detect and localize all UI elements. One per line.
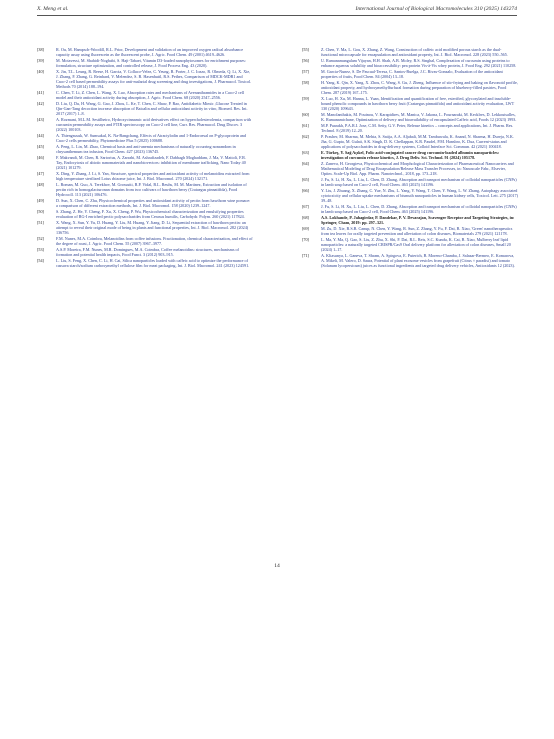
reference-number: [71] <box>302 253 309 259</box>
reference-text[interactable]: A. Kliasunya, L. Ganeva, T. Shram, A. Spirgova, E. Puterich, B. Moreno-Chamba, J. Salazar-Bermeo, E. Komarova, A. Mikeli, M. Valero, D. Saura, Potential of plant exosome vesicles from grapefruit (Citrus × paradisi) and tomato (Solanum lycopersicum) juices as functional ingredients and targeted drug delivery vehicles, Antioxidants 12 (2023). <box>321 253 515 269</box>
reference-number: [60] <box>302 112 309 118</box>
header-rule <box>37 15 517 16</box>
reference-entry <box>37 144 253 154</box>
reference-text[interactable]: F.M. Nunes, M.A. Coimbra, Melanoidins from coffee infusions. Fractionation, chemical characterization, and effect of the degree of roast, J. Agric. Food Chem. 55 (2007) 3967–3977. <box>56 236 253 247</box>
reference-number: [39] <box>37 57 44 63</box>
reference-number: [47] <box>37 171 44 177</box>
reference-number: [45] <box>37 144 44 150</box>
reference-entry <box>302 204 518 214</box>
reference-entry <box>302 188 518 203</box>
reference-entry <box>302 80 518 95</box>
reference-entry <box>37 101 253 116</box>
reference-entry <box>37 117 253 132</box>
reference-entry <box>37 171 253 181</box>
reference-entry <box>302 177 518 187</box>
reference-text[interactable]: J. Fu, S. Li, H. Xu, L. Liu, L. Chen, D. Zhang, Absorption and transport mechanism of colloidal nanoparticles (CNPs) in lamb soup based on Caco-2 cell, Food Chem. 463 (2025) 141196. <box>321 204 517 215</box>
reference-entry <box>302 47 518 57</box>
reference-number: [40] <box>37 68 44 74</box>
reference-number: [59] <box>302 95 309 101</box>
reference-entry <box>37 220 253 235</box>
reference-number: [58] <box>302 79 309 85</box>
reference-text[interactable]: C. Chen, T. Li, Z. Chen, L. Wang, X. Luo, Absorption rates and mechanisms of Avenanthramides in a Caco-2 cell model and their antioxidant activity during absorption, J. Agric. Food Chem. 68 (2020) 2547–2556. <box>56 90 245 101</box>
reference-entry <box>37 90 253 100</box>
reference-text[interactable]: P. Prasher, M. Sharma, M. Mehta, S. Satija, A.A. Aljabali, M.M. Tambuwala, K. Anand, N. Sharma, H. Dureja, N.K. Jha, G. Gupta, M. Gulati, S.K. Singh, D. K. Chellappan, K.R. Paudel, P.M. Hansbro, K. Dua, Current-status and applications of polysaccharides in drug-delivery systems, Colloid Interface Sci. Commun. 42 (2021) 100418. <box>321 133 514 150</box>
reference-number: [69] <box>302 226 309 232</box>
reference-number: [46] <box>37 155 44 161</box>
references-right-column <box>302 47 518 269</box>
reference-number: [49] <box>37 198 44 204</box>
reference-number: [68] <box>302 215 309 221</box>
reference-text[interactable]: L. Liu, S. Feng, X. Chen, C. Li, H. Cai, Silica nanoparticles loaded with caffeic acid to optimize the performance of cassava starch/sodium carboxymethyl cellulose film for meat packaging, Int. J. Biol. Macromol. 241 (2023) 124591. <box>56 258 250 269</box>
reference-entry <box>37 236 253 246</box>
reference-text[interactable]: Y. Liu, J. Zhuang, X. Zhang, C. Yue, N. Zhu, L. Yang, Y. Wang, T. Chen, Y. Wang, L. W. Zhang, Autophagy associated cytotoxicity and cellular uptake mechanisms of bismuth nanoparticles in human kidney cells, Toxicol. Lett. 275 (2017) 39–48. <box>321 188 518 204</box>
reference-text[interactable]: A.S. Lokhande, P. Jahagirdar, P. Dandekar, P. V. Devarajan, Scavenger Receptor and Targeting Strategies, in: Springer, Cham, 2019: pp. 297–321. <box>321 215 515 226</box>
reference-text[interactable]: M. Garcia-Nunez, S. De Pascual-Teresa, C. Santos-Buelga, J.C. Rivas-Gonzalo, Evaluation of the antioxidant properties of fruits, Food Chem. 84 (2004) 13–18. <box>321 68 503 80</box>
reference-number: [64] <box>302 161 309 166</box>
reference-number: [44] <box>37 133 44 139</box>
reference-entry <box>302 69 518 79</box>
reference-number: [50] <box>37 209 44 215</box>
reference-text[interactable]: Z. Chen, Y. Ma, L. Gou, X. Zhang, Z. Wang, Construction of caffeic acid modified porous starch as the dual-functional microcapsule for encapsulation and antioxidant property, Int. J. Biol. Macromol. 228 (2023) 550–565. <box>321 47 508 58</box>
reference-entry <box>302 134 518 149</box>
reference-entry <box>302 123 518 133</box>
reference-text[interactable]: L. Ma, Y. Ma, Q. Gao, S. Liu, Z. Zhu, X. Shi, F. Dai, R.L. Reis, S.C. Kundu, K. Cai, B. Xiao, Mulberry leaf lipid nanoparticles: a naturally targeted CRISPR/Cas9 Oral delivery platform for alleviation of colon diseases, Small 20 (2024) 1–17. <box>321 237 511 253</box>
reference-entry <box>37 58 253 68</box>
header-journal: International Journal of Biological Macromolecules 310 (2025) 143274 <box>355 6 517 12</box>
reference-entry <box>302 96 518 111</box>
reference-number: [53] <box>37 247 44 253</box>
reference-entry <box>302 226 518 236</box>
reference-text[interactable]: R. Ou, M. Hampsch-Woodill, R.L. Prior, Development and validation of an improved oxygen radical absorbance capacity assay using fluorescein as the fluorescent probe, J. Agric. Food Chem. 49 (2001) 4619–4626. <box>56 47 244 58</box>
reference-text[interactable]: X. Luo, H. Xu, M. Hanna, L. Yuan, Identification and quantification of free, esterified, glycosylated and insoluble-bound phenolic compounds in hawthorn berry fruit (Crataegus pinnatifida) and antioxidant activity evaluation, LWT 130 (2020) 109643. <box>321 95 515 112</box>
reference-text[interactable]: A. Peng, L. Lin, M. Zhao, Chemical basis and anti-anemia mechanisms of naturally occurring nonrandom in chrysanthemum tea infusion, Food Chem. 427 (2023) 136745. <box>56 144 236 155</box>
reference-number: [42] <box>37 101 44 107</box>
reference-entry <box>302 161 518 176</box>
reference-text[interactable]: X. Wang, X. Sun, Y. Yu, D. Huang, Y. Liu, M. Huang, Y. Jiang, D. Li, Sequential extraction of hawthorn pectin: an attempt to reveal their original mode of being in plants and functional properties, Int. J. Biol. Macromol. 282 (2024) 136756. <box>56 220 249 236</box>
reference-entry <box>37 155 253 170</box>
reference-number: [65] <box>302 177 309 183</box>
reference-text[interactable]: Z. Zaneva, H. Georgieva, Physicochemical and Morphological Characterization of Pharmaceutical Nanocarriers and Mathematical Modeling of Drug Encapsulation/Release Mass Transfer Processes, in: Nanoscale Fabr., Elsevier, Optim. Scale-Up Biol. App. Pharm. Nanotechnol., 2018, pp. 173–218. <box>321 161 514 177</box>
reference-text[interactable]: X. Jin, T.L. Leung, R. Reese, H. Garcia, V. Collaco-Velez, C. Yeung, R. Porter, J. C. Iozzo, R. Olmeda, Q. Li, X. Xie, J. Zhang, F. Zhang, G. Reinhard, V. Melendez, S. B. Hasenhuttl, R.S. Pethes, Comparison of MDCK-MDR1 and Caco-2 cell based permeability assays for anti-malarial drug screening and drug investigations, J. Pharmacol. Toxicol. Methods 70 (2014) 188–194. <box>56 68 252 90</box>
reference-entry <box>302 215 518 225</box>
reference-text[interactable]: M. Motavessi, M. Shahidi-Noghabi, S. Haji-Tabaei, Vitamin D3-loaded nanophytosomes for enrichment purposes: formulation, structure optimization, and controlled release, J. Food Process Eng. 43 (2020). <box>56 57 246 69</box>
reference-number: [67] <box>302 204 309 210</box>
reference-entry <box>37 133 253 143</box>
reference-number: [43] <box>37 117 44 123</box>
reference-text[interactable]: F. Makvandi, M. Chen, R. Sartorius, A. Zarrabi, M. Ashrafizadeh, F. Dabbagh Moghaddam, J. Ma, V. Mattoli, F.R. Tay, Endocytosis of abiotic nanomaterials and nanobiovectors: inhibition of membrane trafficking, Nano Today 40 (2021) 101279. <box>56 155 246 171</box>
reference-entry <box>37 209 253 219</box>
reference-text[interactable]: A. Thiengsusuk, W. Sumsakul, K. Na-Bangchang, Effects of Atractylodin and 1-Endoroesal on P-glycoprotein and Caco-2 cells permeability, Phytomedicine Plus 5 (2025) 100688. <box>56 133 246 144</box>
reference-text[interactable]: M.P. Paarakh, P.A.R.I. Jose, C.M. Setty, G.V. Peter, Release kinetics – concepts and applications, Int. J. Pharm. Res. Technol. 8 (2019) 12–20. <box>321 123 514 134</box>
reference-number: [62] <box>302 133 309 139</box>
reference-text[interactable]: E. Türkeş, Y. Sağ Açıkel, Folic acid-conjugated cancer drug curcumin-loaded albumin nanoparticles: investigation of curcumin release kinetics, J. Drug Deliv. Sci. Technol. 91 (2024) 105178. <box>321 150 500 161</box>
reference-number: [51] <box>37 220 44 226</box>
reference-entry <box>37 47 253 57</box>
reference-number: [52] <box>37 236 44 242</box>
reference-text[interactable]: M. Zu, D. Xie, B.S.B. Canup, N. Chen, Y. Wang, R. Sun, Z. Zhang, Y. Fu, F. Dai, B. Xiao, 'Green' nanotherapeutics from tea leaves for orally targeted prevention and alleviation of colon diseases, Biomaterials 279 (2021) 121178. <box>321 226 513 237</box>
reference-entry <box>302 150 518 160</box>
reference-text[interactable]: A.S.P. Moreira, F.M. Nunes, M.R. Domingues, M.A. Coimbra, Coffee melanoidins: structures, mechanisms of formation and potential health impacts, Food Funct. 3 (2012) 903–915. <box>56 247 239 258</box>
reference-text[interactable]: L. Roman, M. Guo, A. Terekhov, M. Grossutti, R.P. Vidal, B.L. Reuhs, M. M. Martinez, Extraction and isolation of pectin rich in homogalacturonan domains from two cultivars of hawthorn berry (Crataegus pinnatifida), Food Hydrocoll. 113 (2021) 106476. <box>56 182 247 198</box>
reference-entry <box>302 237 518 252</box>
reference-text[interactable]: S. Zhang, Z. He, Y. Cheng, F. Xu, X. Cheng, P. Wu, Physicochemical characterization and emulsifying properties evaluation of RG-I enriched pectic polysaccharides from Cerasus humilis, Carbohydr. Polym. 260 (2021) 117824. <box>56 209 245 220</box>
reference-text[interactable]: M. Manolanthakis, M. Pouinou, V. Karapidires, M. Manica, V. Jakona, L. Fournaraki, M. Kecklres, D. Lekkoutsalles, K. Ramanamichane, Optimization of delivery and bioavailability of encapsulated Caffeic acid, Foods 12 (2023) 1993. <box>321 112 517 123</box>
reference-number: [41] <box>37 90 44 96</box>
reference-number: [63] <box>302 150 309 156</box>
reference-entry <box>37 182 253 197</box>
reference-entry <box>37 247 253 257</box>
reference-text[interactable]: U. Ramanamangalam Vijayan, H.H. Shah, A.B. Moley, R.S. Singhal, Complexation of curcumin using proteins to enhance aqueous solubility and bioaccessibility: pea protein Vis-à-Vis whey protein, J. Food Eng. 292 (2021) 110258. <box>321 57 517 69</box>
page-number: 14 <box>274 563 280 569</box>
reference-number: [66] <box>302 188 309 194</box>
reference-entry <box>37 258 253 268</box>
reference-number: [55] <box>302 47 309 52</box>
reference-number: [48] <box>37 182 44 188</box>
reference-text[interactable]: X. Ding, Y. Zhang, J. Li, S. Yan, Structure, spectral properties and antioxidant activity of melanoidins extracted from high temperature sterilized Lotus rhizome juice, Int. J. Biol. Macromol. 270 (2024) 132171. <box>56 171 250 182</box>
reference-entry <box>302 58 518 68</box>
reference-number: [57] <box>302 68 309 74</box>
reference-number: [56] <box>302 57 309 63</box>
reference-number: [61] <box>302 123 309 128</box>
references-left-column <box>37 47 253 269</box>
reference-text[interactable]: D. Sun, X. Chen, C. Zhu, Physicochemical properties and antioxidant activity of pectin from hawthorn wine pomace: a comparison of different extraction methods, Int. J. Biol. Macromol. 158 (2020) 1239–1247. <box>56 198 251 209</box>
header-authors: X. Meng et al. <box>37 6 69 12</box>
reference-number: [38] <box>37 47 44 52</box>
reference-number: [54] <box>37 258 44 264</box>
running-header <box>37 6 517 18</box>
reference-entry <box>37 198 253 208</box>
reference-entry <box>302 112 518 122</box>
reference-text[interactable]: J. Fu, S. Li, H. Xu, L. Liu, L. Chen, D. Zhang, Absorption and transport mechanism of colloidal nanoparticles (CNPs) in lamb soup based on Caco-2 cell, Food Chem. 463 (2025) 141196. <box>321 177 517 188</box>
reference-number: [70] <box>302 237 309 242</box>
reference-entry <box>302 253 518 268</box>
reference-entry <box>37 69 253 89</box>
reference-text[interactable]: A. Rozmani, M.L.M. Sestilheiro, Hydroxycinnamic acid derivatives effect on hypercholesterolemia, comparison with curcumin permeability assays and FTIR spectroscopy on Caco-2 cell line, Curr. Res. Pharmacol. Drug Discov. 3 (2022) 100103. <box>56 117 251 133</box>
reference-text[interactable]: H. Yang, K. Qin, X. Yang, X. Zhou, C. Wang, S. Gu, J. Zheng, Influence of stir-frying and baking on flavonoid profile, antioxidant property, and hydroxymethylfurfural formation during preparation of blueberry-filled pastries, Food Chem. 287 (2019) 167–175. <box>321 79 518 96</box>
reference-text[interactable]: D. Liu, Q. Du, H. Wang, G. Gao, J. Zhou, L. Ke, T. Chen, C. Shaw, P. Rao, Antidiabetic Mimic ,Glucose Treated in Qin-Gan-Tang decoction increase absorption of Baicalin and cellular antioxidant activity in vitro, Biomed. Res. Int. 2017 (2017) 1–8. <box>56 101 248 117</box>
